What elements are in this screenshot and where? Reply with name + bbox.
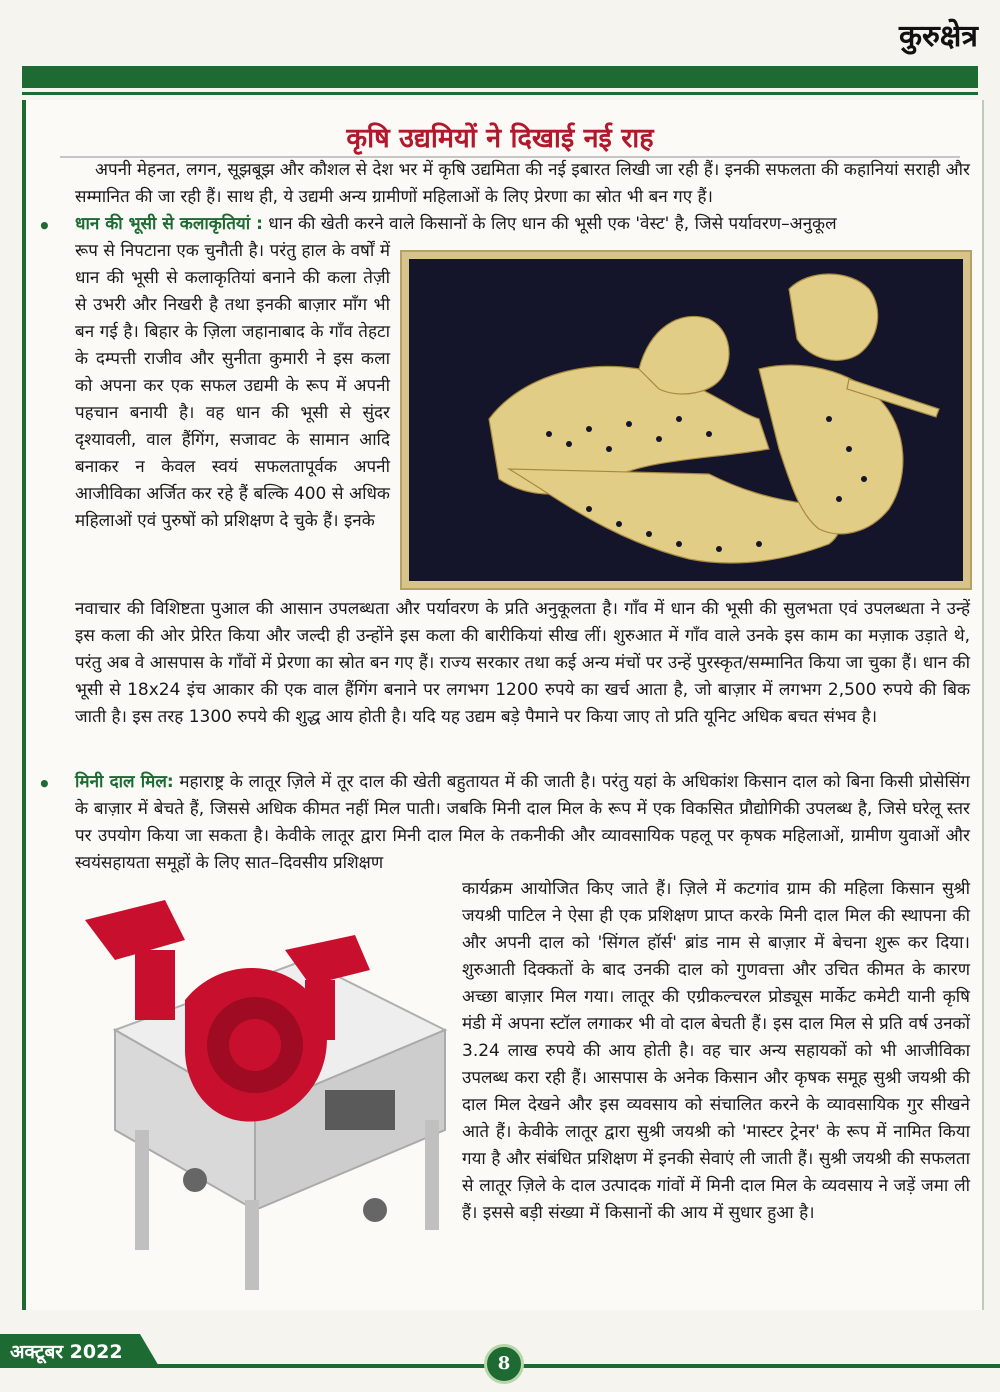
intro-paragraph: अपनी मेहनत, लगन, सूझबूझ और कौशल से देश भर में कृषि उद्यमिता की नई इबारत लिखी जा रही हैं। इनकी सफलता की कहानियां सराही और सम्मानित की जा रही हैं। साथ ही, ये उद्यमी अन्य ग्रामीणों महिलाओं के लिए प्रेरणा का स्रोत भी बन गए हैं।: [75, 160, 970, 207]
section2-heading: मिनी दाल मिल:: [75, 772, 174, 792]
section1-lead-text: धान की खेती करने वाले किसानों के लिए धान की भूसी एक 'वेस्ट' है, जिसे पर्यावरण–अनुकूल: [262, 214, 837, 234]
masthead: कुरुक्षेत्र: [898, 19, 978, 54]
husk-art-image: [409, 259, 963, 581]
bullet-icon: •: [38, 214, 51, 238]
section1-column: रूप से निपटाना एक चुनौती है। परंतु हाल के वर्षों में धान की भूसी से कलाकृतियां बनाने की कला तेज़ी से उभरी और निखरी है तथा इनकी बाज़ार माँग भी बन गई है। बिहार के ज़िला जहानाबाद के गाँव तेहटा के दम्पत्ती राजीव और सुनीता कुमारी ने इस कला को अपना कर एक सफल उद्यमी के रूप में अपनी पहचान बनायी है। वह धान की भूसी से सुंदर दृश्यावली, वाल हैंगिंग, सजावट के सामान आदि बनाकर न केवल स्वयं सफलतापूर्वक अपनी आजीविका अर्जित कर रहे हैं बल्कि 400 से अधिक महिलाओं एवं पुरुषों को प्रशिक्षण दे चुके हैं। इनके: [75, 241, 390, 531]
footer-date: अक्टूबर 2022: [10, 1341, 123, 1363]
section1-heading: धान की भूसी से कलाकृतियां :: [75, 214, 263, 234]
article-title: कृषि उद्यमियों ने दिखाई नई राह: [346, 123, 654, 154]
section1-continuation: नवाचार की विशिष्टता पुआल की आसान उपलब्धता और पर्यावरण के प्रति अनुकूलता है। गाँव में धान की भूसी की सुलभता एवं उपलब्धता ने उन्हें इस कला की ओर प्रेरित किया और जल्दी ही उन्होंने इस कला की बारीकियां सीख लीं। शुरुआत में गाँव वाले उनके इस काम का मज़ाक उड़ाते थे, परंतु अब वे आसपास के गाँवों में प्रेरणा का स्रोत बन गए हैं। राज्य सरकार तथा कई अन्य मंचों पर उन्हें पुरस्कृत/सम्मानित किया जा चुका हैं। धान की भूसी से 18x24 इंच आकार की एक वाल हैंगिंग बनाने पर लगभग 1200 रुपये का खर्च आता है, जो बाज़ार में लगभग 2,500 रुपये की बिक जाती है। इस तरह 1300 रुपये की शुद्ध आय होती है। यदि यह उद्यम बड़े पैमाने पर किया जाए तो प्रति यूनिट अधिक बचत संभव है।: [75, 599, 970, 727]
header-rule: [22, 92, 978, 95]
page-number: 8: [484, 1344, 524, 1384]
footer-rule: [150, 1364, 1000, 1368]
section1-lead: [75, 211, 970, 238]
section2-column: कार्यक्रम आयोजित किए जाते हैं। ज़िले में कटगांव ग्राम की महिला किसान सुश्री जयश्री पाटिल ने ऐसा ही एक प्रशिक्षण प्राप्त करके मिनी दाल मिल की स्थापना की और अपनी दाल को 'सिंगल हॉर्स' ब्रांड नाम से बाज़ार में बेचना शुरू कर दिया। शुरुआती दिक्कतों के बाद उनकी दाल को गुणवत्ता और उचित कीमत के कारण अच्छा बाज़ार मिल गया। लातूर की एग्रीकल्चरल प्रोड्यूस मार्केट कमेटी यानी कृषि मंडी में अपना स्टॉल लगाकर भी वो दाल बेचती हैं। इस दाल मिल से प्रति वर्ष उनकों 3.24 लाख रुपये की आय होती है। वह चार अन्य सहायकों को भी आजीविका उपलब्ध करा रही हैं। आसपास के अनेक किसान और कृषक समूह सुश्री जयश्री की दाल मिल देखने और इस व्यवसाय को संचालित करने के व्यावसायिक गुर सीखने आते हैं। केवीके लातूर द्वारा सुश्री जयश्री को 'मास्टर ट्रेनर' के रूप में नामित किया गया है और संबंधित प्रशिक्षण में इनकी सेवाएं ली जाती हैं। सुश्री जयश्री की सफलता से लातूर ज़िले के दाल उत्पादक गांवों में मिनी दाल मिल के व्यवसाय ने जड़ें जमा ली हैं। इससे बड़ी संख्या में किसानों की आय में सुधार हुआ है।: [462, 879, 970, 1223]
header-band: [22, 66, 978, 88]
section2-lead-text: महाराष्ट्र के लातूर ज़िले में तूर दाल की खेती बहुतायत में की जाती है। परंतु यहां के अधिकांश किसान दाल को बिना किसी प्रोसेसिंग के बाज़ार में बेचते हैं, जिससे अधिक कीमत नहीं मिल पाती। जबकि मिनी दाल मिल के रूप में एक विकसित प्रौद्योगिकी उपलब्ध है, जिसे घरेलू स्तर पर उपयोग किया जा सकता है। केवीके लातूर द्वारा मिनी दाल मिल के तकनीकी और व्यावसायिक पहलू पर कृषक महिलाओं, ग्रामीण युवाओं और स्वयंसहायता समूहों के लिए सात–दिवसीय प्रशिक्षण: [75, 772, 970, 873]
section2-lead: [75, 769, 970, 877]
bullet-icon: •: [38, 772, 51, 796]
dal-mill-image: [75, 880, 453, 1300]
